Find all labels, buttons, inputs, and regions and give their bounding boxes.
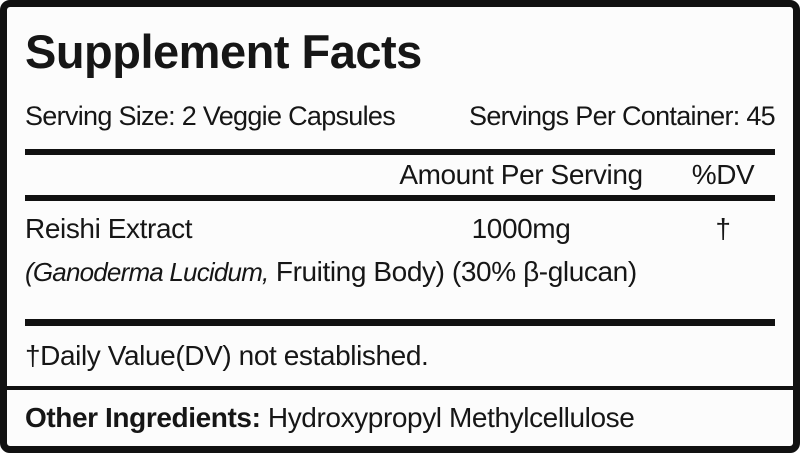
panel-title: Supplement Facts [25,25,422,78]
percent-dv-header: %DV [691,159,755,190]
other-ingredients-section [7,390,793,446]
servings-per-container-text: Servings Per Container: 45 [469,101,775,131]
scientific-name: (Ganoderma Lucidum, [25,257,269,287]
serving-info-row [25,99,775,133]
column-header-row [25,155,775,195]
ingredient-dv-dagger: † [715,213,731,244]
daily-value-footnote: †Daily Value(DV) not established. [25,340,429,371]
serving-size-text: Serving Size: 2 Veggie Capsules [25,101,396,131]
divider-thick-under-header [25,195,775,201]
amount-per-serving-header: Amount Per Serving [399,159,643,190]
divider-thick-above-footnote [25,319,775,326]
ingredient-name: Reishi Extract [25,213,193,244]
other-ingredients-value: Hydroxypropyl Methylcellulose [260,402,635,433]
ingredient-detail-line [25,253,775,291]
other-ingredients-label: Other Ingredients: [25,402,261,433]
ingredient-detail-rest: Fruiting Body) (30% β-glucan) [268,256,637,287]
other-ingredients-text [25,402,634,434]
ingredient-row [25,211,775,247]
facts-top-section [7,7,793,377]
ingredient-amount: 1000mg [471,213,571,244]
